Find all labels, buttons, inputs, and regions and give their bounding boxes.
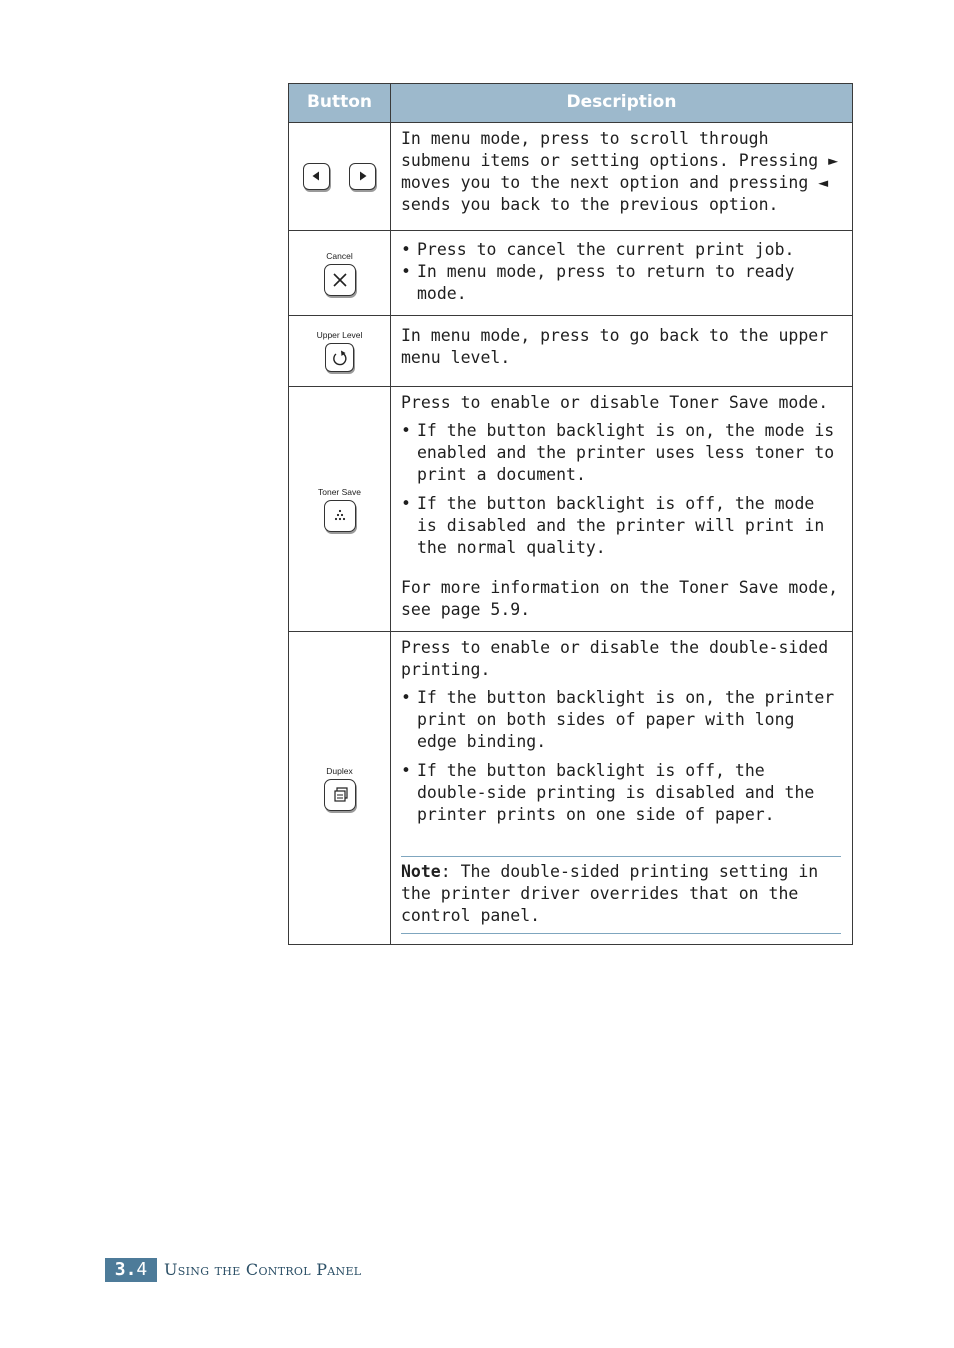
duplex-button-cell: [289, 632, 391, 945]
list-item: • In menu mode, press to return to ready mode.: [401, 261, 841, 305]
right-arrow-button-icon: [349, 163, 376, 190]
cancel-description: [391, 231, 853, 316]
scroll-description-text: In menu mode, press to scroll through submenu items or setting options. Pressing ► moves you to the next option and pressing ◄ sends you back to the previous option.: [401, 129, 839, 214]
upper-level-button-label: Upper Level: [316, 330, 363, 340]
cancel-x-icon: [324, 264, 356, 296]
chapter-number: 3.: [114, 1259, 137, 1280]
toner-save-button-label: Toner Save: [318, 486, 361, 497]
chapter-title: Using the Control Panel: [164, 1260, 362, 1279]
toner-dots-icon: [324, 500, 356, 532]
duplex-note: [401, 856, 841, 934]
duplex-bullet-list: [401, 687, 841, 826]
duplex-description: [391, 632, 853, 945]
header-description: Description: [391, 84, 853, 123]
duplex-page-icon: [324, 779, 356, 811]
upper-level-description-text: In menu mode, press to go back to the upper menu level.: [401, 326, 829, 367]
table-row: [289, 231, 853, 316]
header-button: Button: [289, 84, 391, 123]
cancel-bullet-list: [401, 239, 841, 305]
toner-save-intro: Press to enable or disable Toner Save mode.: [401, 393, 829, 412]
cancel-button-cell: [289, 231, 391, 316]
table-row: [289, 316, 853, 387]
table-row: [289, 387, 853, 632]
toner-save-description: [391, 387, 853, 632]
list-item: • Press to cancel the current print job.: [401, 239, 841, 261]
button-description-table: [288, 83, 853, 945]
page-number-badge: [105, 1258, 157, 1282]
toner-save-bullet-list: [401, 420, 841, 559]
page-number: 4: [136, 1259, 148, 1280]
upper-level-description: [391, 316, 853, 387]
table-row: [289, 632, 853, 945]
duplex-intro: Press to enable or disable the double-sided printing.: [401, 638, 829, 679]
scroll-description: [391, 123, 853, 231]
upper-level-button-cell: [289, 316, 391, 387]
list-item: • If the button backlight is off, the double-side printing is disabled and the printer prints on one side of paper.: [401, 760, 841, 826]
table-header-row: [289, 84, 853, 123]
left-arrow-button-icon: [303, 163, 330, 190]
list-item: • If the button backlight is off, the mode is disabled and the printer will print in the normal quality.: [401, 493, 841, 559]
note-label: Note: [401, 862, 441, 881]
duplex-button-label: Duplex: [326, 765, 353, 776]
scroll-buttons-cell: [289, 123, 391, 231]
cancel-button-label: Cancel: [326, 250, 353, 261]
return-arrow-icon: [325, 343, 354, 372]
toner-save-button-cell: [289, 387, 391, 632]
note-text: : The double-sided printing setting in the printer driver overrides that on the control panel.: [401, 862, 819, 925]
toner-save-outro: For more information on the Toner Save mode, see page 5.9.: [401, 578, 839, 619]
list-item: • If the button backlight is on, the mode is enabled and the printer uses less toner to print a document.: [401, 420, 841, 486]
list-item: • If the button backlight is on, the printer print on both sides of paper with long edge binding.: [401, 687, 841, 753]
table-row: [289, 123, 853, 231]
